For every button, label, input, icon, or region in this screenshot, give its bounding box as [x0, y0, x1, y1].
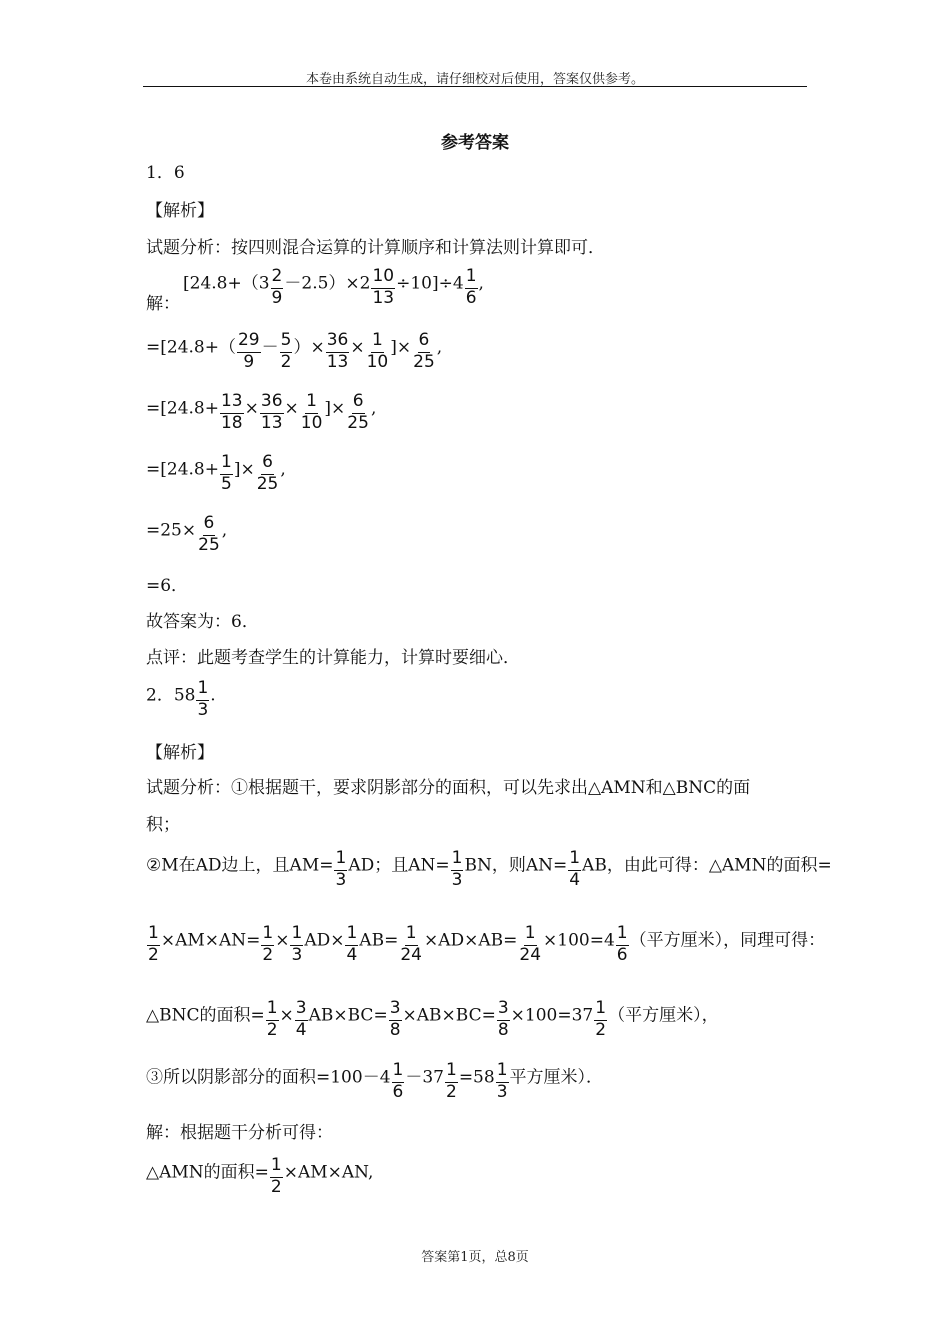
fraction: $\frac{1}{10}$	[300, 391, 323, 433]
fraction: $\frac{1}{2}$	[595, 998, 607, 1040]
fraction: $\frac{1}{5}$	[220, 452, 232, 494]
q2-solution-intro: 解：根据题干分析可得：	[146, 1123, 333, 1143]
q1-final-answer: 故答案为：6．	[146, 612, 259, 632]
fraction: $\frac{2}{9}$	[271, 266, 283, 308]
fraction: $\frac{29}{9}$	[237, 330, 260, 372]
q2-analysis-1b: 积；	[146, 815, 180, 835]
fraction: $\frac{1}{3}$	[451, 848, 463, 890]
fraction: $\frac{1}{6}$	[392, 1060, 404, 1102]
fraction: $\frac{1}{2}$	[270, 1155, 282, 1197]
fraction: $\frac{5}{2}$	[280, 330, 292, 372]
fraction: $\frac{6}{25}$	[256, 452, 279, 494]
q1-jiexi-heading: 【解析】	[146, 201, 214, 221]
fraction: $\frac{36}{13}$	[326, 330, 349, 372]
q1-solution-label: 解：	[146, 294, 180, 314]
page-title: 参考答案	[441, 133, 509, 153]
fraction: $\frac{10}{13}$	[372, 266, 395, 308]
header-divider	[143, 86, 807, 87]
q1-step-3: =[24.8+ $\frac{1}{5}$ ]× $\frac{6}{25}$ ,	[146, 452, 286, 494]
q1-step-2: =[24.8+ $\frac{13}{18}$ × $\frac{36}{13}$ × $\frac{1}{10}$ ]× $\frac{6}{25}$ ,	[146, 391, 377, 433]
fraction: $\frac{1}{2}$	[445, 1060, 457, 1102]
q2-analysis-1: 试题分析：①根据题干，要求阴影部分的面积，可以先求出△AMN和△BNC的面	[146, 778, 751, 798]
fraction: $\frac{3}{8}$	[389, 998, 401, 1040]
q2-analysis-4: △BNC的面积= $\frac{1}{2}$ × $\frac{3}{4}$ AB×BC= $\frac{3}{8}$ ×AB×BC= $\frac{3}{8}$ ×100=37 $\frac{1}{2}$ （平方厘米），	[146, 998, 719, 1040]
fraction: $\frac{36}{13}$	[260, 391, 283, 433]
q1-expression: [24.8+（3 $\frac{2}{9}$ －2.5）×2 $\frac{10}{13}$ ÷10]÷4 $\frac{1}{6}$ ,	[183, 266, 484, 308]
fraction: $\frac{1}{3}$	[197, 678, 209, 720]
fraction: $\frac{1}{4}$	[346, 923, 358, 965]
q2-analysis-3: $\frac{1}{2}$ ×AM×AN= $\frac{1}{2}$ × $\frac{1}{3}$ AD× $\frac{1}{4}$ AB= $\frac{1}{24}$ ×AD×AB= $\frac{1}{24}$ ×100=4 $\frac{1}{6}$ （平方厘米），同理可得：	[148, 923, 826, 965]
q2-solution-step-1: △AMN的面积= $\frac{1}{2}$ ×AM×AN,	[146, 1155, 374, 1197]
q1-comment: 点评：此题考查学生的计算能力，计算时要细心．	[146, 648, 520, 668]
fraction: $\frac{1}{2}$	[266, 998, 278, 1040]
q1-analysis: 试题分析：按四则混合运算的计算顺序和计算法则计算即可．	[146, 238, 605, 258]
fraction: $\frac{3}{8}$	[497, 998, 509, 1040]
fraction: $\frac{6}{25}$	[347, 391, 369, 433]
fraction: $\frac{1}{6}$	[616, 923, 628, 965]
q1-answer: 1．6	[146, 163, 185, 183]
q2-analysis-2: ②M在AD边上，且AM= $\frac{1}{3}$ AD；且AN= $\frac{1}{3}$ BN，则AN= $\frac{1}{4}$ AB，由此可得：△AMN的面积=	[146, 848, 832, 890]
fraction: $\frac{1}{3}$	[291, 923, 303, 965]
fraction: $\frac{1}{10}$	[366, 330, 389, 372]
fraction: $\frac{6}{25}$	[198, 513, 220, 555]
fraction: $\frac{1}{4}$	[569, 848, 581, 890]
header-disclaimer: 本卷由系统自动生成，请仔细校对后使用，答案仅供参考。	[305, 72, 644, 87]
fraction: $\frac{1}{3}$	[496, 1060, 508, 1102]
fraction: $\frac{6}{25}$	[413, 330, 435, 372]
q1-step-1: =[24.8+（ $\frac{29}{9}$ － $\frac{5}{2}$ ）× $\frac{36}{13}$ × $\frac{1}{10}$ ]× $\frac{6}{25}$ ,	[146, 330, 443, 372]
fraction: $\frac{1}{24}$	[519, 923, 542, 965]
fraction: $\frac{1}{24}$	[400, 923, 422, 965]
q2-jiexi-heading: 【解析】	[146, 743, 214, 763]
fraction: $\frac{1}{3}$	[335, 848, 347, 890]
q2-analysis-5: ③所以阴影部分的面积=100－4 $\frac{1}{6}$ －37 $\frac{1}{2}$ =58 $\frac{1}{3}$ 平方厘米）．	[146, 1060, 604, 1102]
fraction: $\frac{1}{2}$	[262, 923, 274, 965]
page-footer: 答案第1页，总8页	[421, 1250, 529, 1265]
q1-step-5: =6．	[146, 576, 189, 596]
q1-step-4: =25× $\frac{6}{25}$ ,	[146, 513, 228, 555]
fraction: $\frac{1}{2}$	[148, 923, 159, 965]
q2-answer: 2．58 $\frac{1}{3}$ .	[146, 678, 216, 720]
fraction: $\frac{3}{4}$	[295, 998, 307, 1040]
fraction: $\frac{1}{6}$	[465, 266, 477, 308]
fraction: $\frac{13}{18}$	[220, 391, 243, 433]
